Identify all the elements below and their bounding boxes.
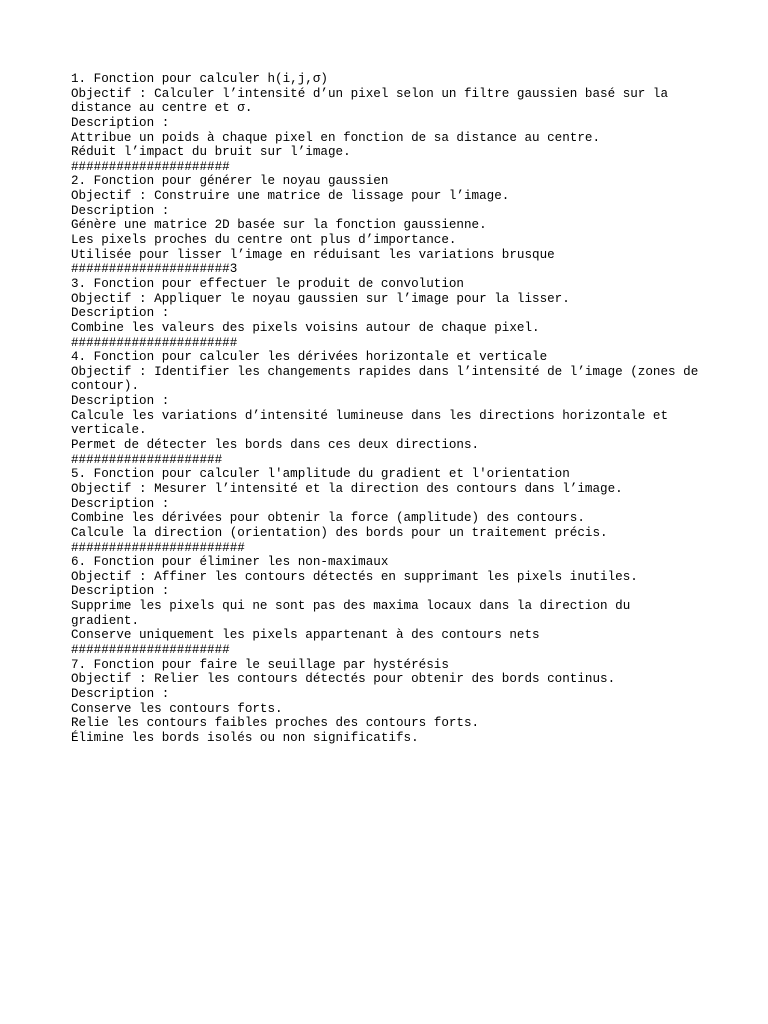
text-line: Objectif : Identifier les changements rapides dans l’intensité de l’image (zones de: [71, 364, 699, 379]
text-line: Conserve les contours forts.: [71, 701, 283, 716]
text-line: 7. Fonction pour faire le seuillage par hystérésis: [71, 657, 449, 672]
text-line: Description :: [71, 686, 170, 701]
text-line: 1. Fonction pour calculer h(i,j,σ): [71, 72, 328, 86]
text-line: Objectif : Appliquer le noyau gaussien sur l’image pour la lisser.: [71, 291, 570, 306]
text-line: Objectif : Construire une matrice de lissage pour l’image.: [71, 189, 510, 204]
text-line: #######################: [71, 540, 245, 555]
text-line: Objectif : Mesurer l’intensité et la direction des contours dans l’image.: [71, 481, 623, 496]
text-line: Génère une matrice 2D basée sur la fonction gaussienne.: [71, 218, 487, 233]
document-body: [71, 72, 711, 745]
text-line: Description :: [71, 306, 170, 321]
text-line: Combine les dérivées pour obtenir la force (amplitude) des contours.: [71, 511, 585, 526]
text-line: Élimine les bords isolés ou non significatifs.: [71, 730, 419, 745]
text-line: Description :: [71, 203, 170, 218]
text-line: Objectif : Affiner les contours détectés en supprimant les pixels inutiles.: [71, 569, 638, 584]
text-line: distance au centre et σ.: [71, 101, 253, 116]
text-line: Supprime les pixels qui ne sont pas des maxima locaux dans la direction du: [71, 599, 631, 614]
text-line: #####################: [71, 159, 230, 174]
text-line: Description :: [71, 394, 170, 409]
text-line: Utilisée pour lisser l’image en réduisant les variations brusque: [71, 247, 555, 262]
text-line: Combine les valeurs des pixels voisins autour de chaque pixel.: [71, 320, 540, 335]
text-line: Réduit l’impact du bruit sur l’image.: [71, 145, 351, 160]
text-line: Calcule la direction (orientation) des bords pour un traitement précis.: [71, 525, 608, 540]
text-line: ####################: [71, 452, 223, 467]
text-line: #####################: [71, 642, 230, 657]
text-line: Description :: [71, 496, 170, 511]
text-line: #####################3: [71, 262, 238, 277]
text-line: Description :: [71, 584, 170, 599]
text-line: Calcule les variations d’intensité lumineuse dans les directions horizontale et: [71, 408, 669, 423]
text-line: 5. Fonction pour calculer l'amplitude du gradient et l'orientation: [71, 467, 570, 482]
text-line: ######################: [71, 335, 238, 350]
text-line: verticale.: [71, 423, 147, 438]
text-line: 4. Fonction pour calculer les dérivées horizontale et verticale: [71, 350, 548, 365]
text-line: gradient.: [71, 613, 140, 628]
text-line: 3. Fonction pour effectuer le produit de convolution: [71, 276, 464, 291]
text-line: Description :: [71, 115, 170, 130]
text-line: Permet de détecter les bords dans ces deux directions.: [71, 438, 480, 453]
text-line: 2. Fonction pour générer le noyau gaussien: [71, 174, 389, 189]
text-line: Objectif : Calculer l’intensité d’un pixel selon un filtre gaussien basé sur la: [71, 86, 669, 101]
text-line: 6. Fonction pour éliminer les non-maximaux: [71, 555, 389, 570]
text-line: Relie les contours faibles proches des contours forts.: [71, 716, 480, 731]
text-line: Objectif : Relier les contours détectés pour obtenir des bords continus.: [71, 672, 616, 687]
text-line: Les pixels proches du centre ont plus d’importance.: [71, 233, 457, 248]
text-line: Conserve uniquement les pixels appartenant à des contours nets: [71, 628, 540, 643]
text-line: contour).: [71, 379, 140, 394]
text-line: Attribue un poids à chaque pixel en fonction de sa distance au centre.: [71, 130, 601, 145]
